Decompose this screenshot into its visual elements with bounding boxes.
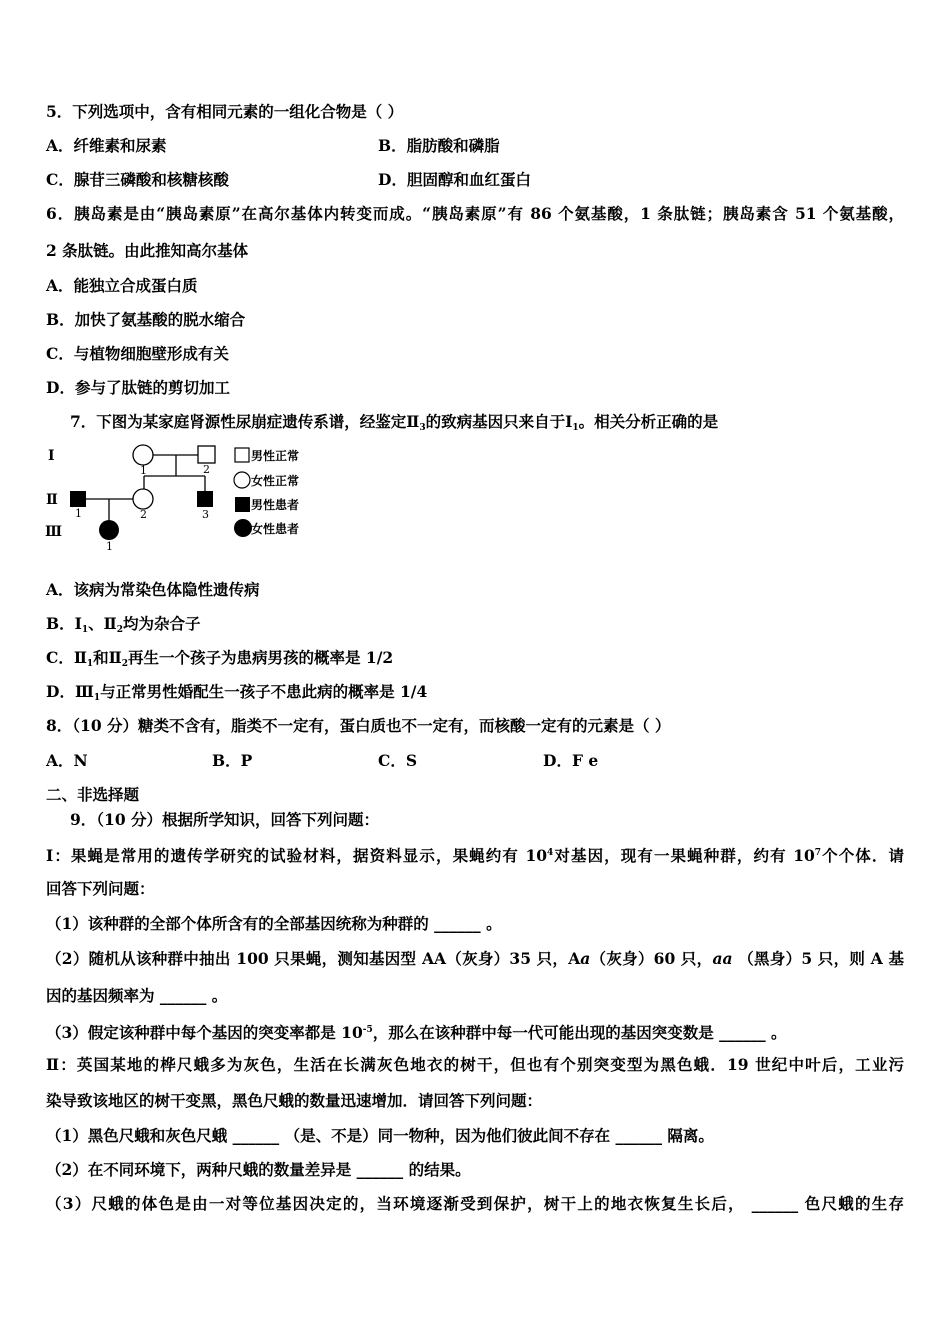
text-run: B．Ⅰ <box>46 614 82 633</box>
generation-label-II: Ⅱ <box>46 492 58 508</box>
q5-option-a <box>46 136 167 156</box>
text-run: A．N <box>46 751 88 770</box>
text-run: （灰身）60 只， <box>590 949 713 968</box>
supscript: 7 <box>814 848 822 858</box>
text-run: 均为杂合子 <box>122 614 201 633</box>
text-run: ，那么在该种群中每一代可能出现的基因突变数是 ______ 。 <box>372 1023 787 1042</box>
legend-affected-female-icon <box>234 519 252 537</box>
text-run: （黑身）5 只，则 A 基 <box>732 949 905 968</box>
text-run: 8．（10 分）糖类不含有，脂类不一定有，蛋白质也不一定有，而核酸一定有的元素是（ ） <box>46 716 671 735</box>
q8-option-a <box>46 751 88 771</box>
q7-stem <box>70 412 718 438</box>
text-run: 染导致该地区的树干变黑，黑色尺蛾的数量迅速增加．请回答下列问题： <box>46 1091 543 1110</box>
q6-option-c <box>46 344 229 364</box>
supscript: 4 <box>547 848 554 858</box>
member-number: 2 <box>203 463 210 476</box>
text-run: （2）随机从该种群中抽出 100 只果蝇，测知基因型 AA（灰身）35 只，A <box>46 949 581 968</box>
text-run: D．参与了肽链的剪切加工 <box>46 378 230 397</box>
legend-label: 女性患者 <box>251 522 300 536</box>
member-number: 2 <box>140 508 147 521</box>
member-I2-normal-male <box>198 446 215 463</box>
text-run: 回答下列问题： <box>46 879 155 898</box>
q9-part2-line1 <box>46 1055 904 1075</box>
subscript: 2 <box>121 659 129 669</box>
text-run: C．腺苷三磷酸和核糖核酸 <box>46 170 229 189</box>
member-I1-normal-female <box>133 445 153 465</box>
text-run: A．能独立合成蛋白质 <box>46 276 198 295</box>
q7-option-b <box>46 614 200 640</box>
legend-label: 男性患者 <box>251 498 300 512</box>
q9-part1-sub2-line1 <box>46 949 904 969</box>
text-run: 、Ⅱ <box>88 614 117 633</box>
q6-stem-line1 <box>46 204 904 224</box>
text-run: 二、非选择题 <box>46 785 140 804</box>
supscript: -5 <box>362 1025 373 1035</box>
text-run: 。相关分析正确的是 <box>578 412 719 431</box>
text-run: 的致病基因只来自于Ⅰ <box>425 412 573 431</box>
legend-normal-male-icon <box>235 448 249 462</box>
generation-label-III: Ⅲ <box>45 524 63 540</box>
text-run: C．S <box>378 751 418 770</box>
q9-stem <box>70 810 379 830</box>
q9-part1-sub3 <box>46 1020 787 1043</box>
member-number: 1 <box>140 464 147 477</box>
member-number: 3 <box>202 508 209 521</box>
text-run: 5．下列选项中，含有相同元素的一组化合物是（ ） <box>46 102 404 121</box>
q5-stem <box>46 102 403 122</box>
legend-label: 女性正常 <box>251 474 300 488</box>
q9-part1-line2 <box>46 879 155 899</box>
text-run: 9．（10 分）根据所学知识，回答下列问题： <box>70 810 380 829</box>
text-run: （1）该种群的全部个体所含有的全部基因统称为种群的 ______ 。 <box>46 914 502 933</box>
q6-option-d <box>46 378 230 398</box>
legend-normal-female-icon <box>234 472 250 488</box>
text-run: 再生一个孩子为患病男孩的概率是 1/2 <box>128 648 394 667</box>
text-run: （3）尺蛾的体色是由一对等位基因决定的，当环境逐渐受到保护，树干上的地衣恢复生长后， ______ 色尺蛾的生存 <box>46 1194 904 1213</box>
text-run: 对基因，现有一果蝇种群，约有 10 <box>553 846 815 865</box>
member-number: 1 <box>106 540 113 553</box>
generation-label-I: Ⅰ <box>48 448 55 464</box>
q9-part1-sub1 <box>46 914 502 934</box>
q9-part2-sub2 <box>46 1160 471 1180</box>
text-run: C．Ⅱ <box>46 648 87 667</box>
section-heading <box>46 785 139 805</box>
text-run: 2 条肽链。由此推知高尔基体 <box>46 241 249 260</box>
italic-text: aa <box>712 949 733 968</box>
text-run: B．P <box>212 751 253 770</box>
subscript: 1 <box>93 693 101 703</box>
q5-option-d <box>378 170 531 190</box>
text-run: 因的基因频率为 ______ 。 <box>46 986 228 1005</box>
text-run: 7．下图为某家庭肾源性尿崩症遗传系谱，经鉴定Ⅱ <box>70 412 420 431</box>
text-run: B．加快了氨基酸的脱水缩合 <box>46 310 246 329</box>
member-II1-affected-male <box>70 491 86 507</box>
member-number: 1 <box>75 507 82 520</box>
text-run: （1）黑色尺蛾和灰色尺蛾 ______ （是、不是）同一物种，因为他们彼此间不存在 ______ 隔离。 <box>46 1126 714 1145</box>
q8-option-d <box>543 751 598 771</box>
italic-text: a <box>580 949 591 968</box>
q7-option-c <box>46 648 393 674</box>
text-run: A．该病为常染色体隐性遗传病 <box>46 580 260 599</box>
text-run: 个个体．请 <box>821 846 904 865</box>
q9-part1-line1 <box>46 843 904 866</box>
legend-affected-male-icon <box>235 497 250 512</box>
text-run: D．Ⅲ <box>46 682 94 701</box>
subscript: 1 <box>81 625 89 635</box>
subscript: 3 <box>419 423 426 433</box>
q6-option-a <box>46 276 198 296</box>
text-run: 与正常男性婚配生一孩子不患此病的概率是 1/4 <box>100 682 428 701</box>
q9-part2-sub3 <box>46 1194 904 1214</box>
text-run: B．脂肪酸和磷脂 <box>378 136 500 155</box>
text-run: D．F e <box>543 751 599 770</box>
text-run: 和Ⅱ <box>93 648 122 667</box>
q5-option-c <box>46 170 229 190</box>
q5-option-b <box>378 136 500 156</box>
text-run: 6．胰岛素是由“胰岛素原”在高尔基体内转变而成。“胰岛素原”有 86 个氨基酸，1 条肽链；胰岛素含 51 个氨基酸， <box>46 204 904 223</box>
q6-option-b <box>46 310 245 330</box>
q9-part1-sub2-line2 <box>46 986 227 1006</box>
text-run: （2）在不同环境下，两种尺蛾的数量差异是 ______ 的结果。 <box>46 1160 471 1179</box>
legend-label: 男性正常 <box>251 449 300 463</box>
q7-option-a <box>46 580 260 600</box>
pedigree-chart <box>40 436 330 561</box>
subscript: 2 <box>116 625 123 635</box>
q7-option-d <box>46 682 427 708</box>
text-run: I：果蝇是常用的遗传学研究的试验材料，据资料显示，果蝇约有 10 <box>46 846 548 865</box>
text-run: D．胆固醇和血红蛋白 <box>378 170 531 189</box>
q8-option-c <box>378 751 417 771</box>
subscript: 1 <box>86 659 94 669</box>
q9-part2-line2 <box>46 1091 542 1111</box>
subscript: 1 <box>572 423 579 433</box>
q8-option-b <box>212 751 252 771</box>
text-run: A．纤维素和尿素 <box>46 136 167 155</box>
text-run: C．与植物细胞壁形成有关 <box>46 344 229 363</box>
text-run: Ⅱ：英国某地的桦尺蛾多为灰色，生活在长满灰色地衣的树干，但也有个别突变型为黑色蛾．19 世纪中叶后，工业污 <box>46 1055 904 1074</box>
member-II2-normal-female <box>133 489 153 509</box>
q9-part2-sub1 <box>46 1126 714 1146</box>
text-run: （3）假定该种群中每个基因的突变率都是 10 <box>46 1023 363 1042</box>
q6-stem-line2 <box>46 241 248 261</box>
member-III-placeholder <box>197 491 213 507</box>
q8-stem <box>46 716 670 736</box>
member-III1-affected-female <box>99 520 119 540</box>
